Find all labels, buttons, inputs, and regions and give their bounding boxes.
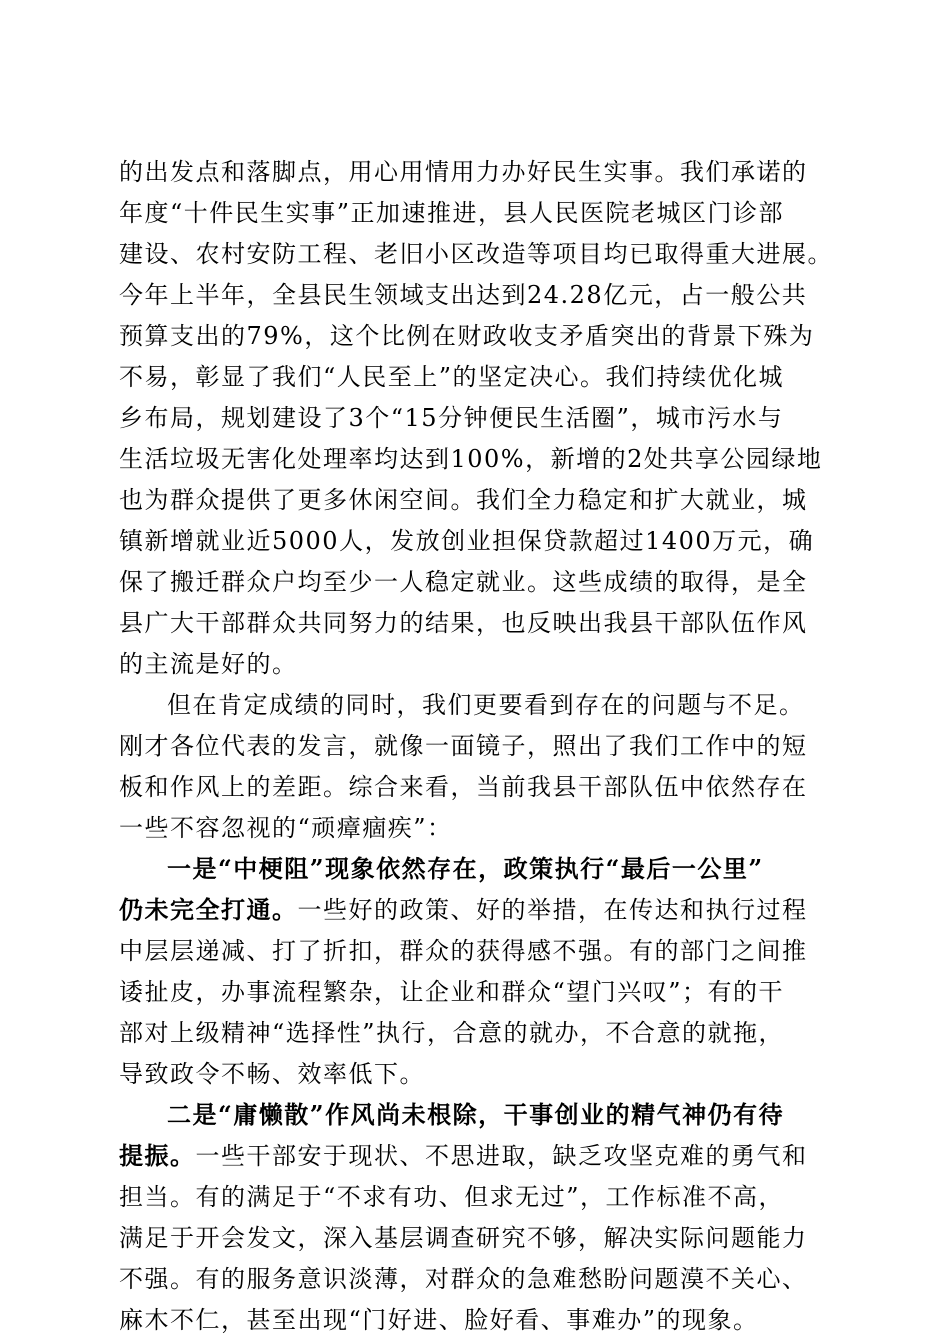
text-line: 板和作风上的差距。综合来看，当前我县干部队伍中依然存在: [119, 773, 808, 801]
text-line: 诿扯皮，办事流程繁杂，让企业和群众“望门兴叹”；有的干: [119, 978, 785, 1006]
text-line: 也为群众提供了更多休闲空间。我们全力稳定和扩大就业，城: [119, 486, 808, 514]
text-line: 的主流是好的。: [119, 650, 298, 678]
text-line: 年度“十件民生实事”正加速推进，县人民医院老城区门诊部: [119, 199, 785, 227]
text-line: 镇新增就业近5000人，发放创业担保贷款超过1400万元，确: [119, 527, 815, 555]
text-line: [119, 1136, 832, 1176]
text-line: 县广大干部群众共同努力的结果，也反映出我县干部队伍作风: [119, 609, 808, 637]
text-line: 部对上级精神“选择性”执行，合意的就办，不合意的就拖，: [119, 1019, 785, 1047]
text-line: 中层层递减、打了折扣，群众的获得感不强。有的部门之间推: [119, 937, 808, 965]
text-line: 一些不容忽视的“顽瘴痼疾”：: [119, 814, 453, 842]
text-line: 预算支出的79%，这个比例在财政收支矛盾突出的背景下殊为: [119, 322, 815, 350]
paragraph-start-line: 但在肯定成绩的同时，我们更要看到存在的问题与不足。: [167, 691, 805, 719]
point-two-heading-end: 提振。: [119, 1141, 196, 1170]
text-line: 今年上半年，全县民生领域支出达到24.28亿元，占一般公共: [119, 281, 808, 309]
text-line: 保了搬迁群众户均至少一人稳定就业。这些成绩的取得，是全: [119, 568, 808, 596]
text-line: 刚才各位代表的发言，就像一面镜子，照出了我们工作中的短: [119, 732, 808, 760]
text-line: 乡布局，规划建设了3个“15分钟便民生活圈”，城市污水与: [119, 404, 784, 432]
text-line: 满足于开会发文，深入基层调查研究不够，解决实际问题能力: [119, 1224, 808, 1252]
text-line: 担当。有的满足于“不求有功、但求无过”，工作标准不高，: [119, 1183, 785, 1211]
text-line: 麻木不仁，甚至出现“门好进、脸好看、事难办”的现象。: [119, 1306, 759, 1334]
text-line: 生活垃圾无害化处理率均达到100%，新增的2处共享公园绿地: [119, 445, 823, 473]
text-span: 一些好的政策、好的举措，在传达和执行过程: [297, 896, 808, 924]
point-one-heading-end: 仍未完全打通。: [119, 895, 298, 924]
point-two-heading: 二是“庸懒散”作风尚未根除，干事创业的精气神仍有待: [167, 1100, 785, 1129]
text-line: 不易，彰显了我们“人民至上”的坚定决心。我们持续优化城: [119, 363, 785, 391]
text-line: 的出发点和落脚点，用心用情用力办好民生实事。我们承诺的: [119, 158, 808, 186]
text-line: 导致政令不畅、效率低下。: [119, 1060, 425, 1088]
text-span: 一些干部安于现状、不思进取，缺乏攻坚克难的勇气和: [195, 1142, 808, 1170]
text-line: 不强。有的服务意识淡薄，对群众的急难愁盼问题漠不关心、: [119, 1265, 808, 1293]
text-line: [119, 890, 832, 930]
text-line: 建设、农村安防工程、老旧小区改造等项目均已取得重大进展。: [119, 240, 833, 268]
point-one-heading: 一是“中梗阻”现象依然存在，政策执行“最后一公里”: [167, 854, 764, 883]
